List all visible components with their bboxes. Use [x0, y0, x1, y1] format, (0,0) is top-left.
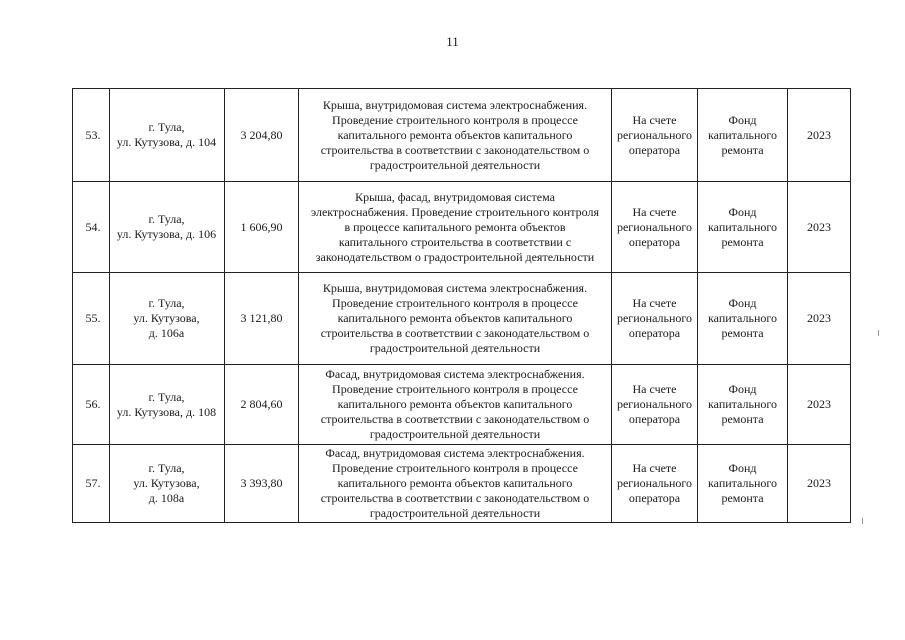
method-line: оператора	[628, 234, 681, 249]
funding-source-cell	[698, 445, 788, 523]
work-line: капитального ремонта объектов капитального	[337, 476, 573, 490]
funding-method-cell	[612, 182, 698, 273]
method-line: регионального	[616, 127, 693, 142]
row-number: 57.	[73, 445, 110, 523]
source-line: капитального	[708, 476, 777, 490]
work-description-cell	[299, 365, 612, 445]
work-line: градостроительной деятельности	[369, 341, 541, 355]
work-line: капитального строительства в соответствии с	[338, 234, 572, 249]
work-line: строительства в соответствии с законодательством о	[320, 412, 590, 426]
repair-program-table	[72, 88, 851, 523]
work-line: градостроительной деятельности	[369, 157, 541, 172]
source-line: капитального	[708, 397, 777, 411]
work-line: капитального ремонта объектов капитального	[337, 127, 573, 142]
work-line: в процессе капитального ремонта объектов	[344, 219, 566, 234]
source-line: капитального	[708, 219, 777, 234]
row-number: 55.	[73, 273, 110, 365]
work-line: Фасад, внутридомовая система электроснабжения.	[325, 367, 585, 381]
source-line: капитального	[708, 127, 777, 142]
method-line: На счете	[632, 461, 677, 475]
source-line: Фонд	[728, 112, 757, 127]
row-number: 56.	[73, 365, 110, 445]
funding-method-cell	[612, 273, 698, 365]
address-line: д. 108а	[148, 491, 185, 505]
method-line: оператора	[628, 491, 681, 505]
table-row	[73, 365, 851, 445]
address-line: ул. Кутузова, д. 104	[116, 135, 217, 149]
area-cell: 3 204,80	[225, 89, 299, 182]
address-cell	[110, 445, 225, 523]
table-row	[73, 89, 851, 182]
address-cell	[110, 365, 225, 445]
table-row	[73, 445, 851, 523]
address-line: д. 106а	[148, 326, 185, 340]
scan-margin-mark	[878, 330, 879, 336]
address-line: г. Тула,	[148, 389, 185, 404]
source-line: Фонд	[728, 204, 757, 219]
work-line: Крыша, фасад, внутридомовая система	[355, 189, 555, 204]
work-description-cell	[299, 182, 612, 273]
method-line: На счете	[632, 204, 677, 219]
row-number: 54.	[73, 182, 110, 273]
address-line: г. Тула,	[148, 461, 185, 475]
source-line: ремонта	[721, 234, 764, 249]
address-line: ул. Кутузова, д. 108	[116, 404, 217, 419]
method-line: оператора	[628, 142, 681, 157]
work-line: электроснабжения. Проведение строительного контроля	[311, 204, 599, 219]
address-line: ул. Кутузова, д. 106	[116, 227, 217, 241]
funding-source-cell	[698, 365, 788, 445]
row-number: 53.	[73, 89, 110, 182]
method-line: регионального	[616, 397, 693, 411]
work-line: капитального ремонта объектов капитального	[337, 397, 573, 411]
funding-source-cell	[698, 182, 788, 273]
address-cell	[110, 182, 225, 273]
year-cell: 2023	[788, 445, 851, 523]
source-line: Фонд	[728, 296, 757, 310]
source-line: ремонта	[721, 142, 764, 157]
year-cell: 2023	[788, 273, 851, 365]
address-line: ул. Кутузова,	[133, 311, 200, 325]
source-line: ремонта	[721, 412, 764, 426]
work-line: законодательством о градостроительной деятельности	[315, 249, 595, 264]
area-cell: 2 804,60	[225, 365, 299, 445]
area-cell: 3 393,80	[225, 445, 299, 523]
address-cell	[110, 273, 225, 365]
method-line: На счете	[632, 112, 677, 127]
funding-method-cell	[612, 445, 698, 523]
method-line: регионального	[616, 219, 693, 234]
table-row	[73, 182, 851, 273]
funding-method-cell	[612, 365, 698, 445]
method-line: регионального	[616, 311, 693, 325]
work-line: строительства в соответствии с законодательством о	[320, 142, 590, 157]
area-cell: 1 606,90	[225, 182, 299, 273]
source-line: ремонта	[721, 491, 764, 505]
table-row	[73, 273, 851, 365]
address-line: г. Тула,	[148, 212, 185, 226]
work-line: строительства в соответствии с законодательством о	[320, 326, 590, 340]
work-line: градостроительной деятельности	[369, 506, 541, 520]
method-line: оператора	[628, 326, 681, 340]
work-description-cell	[299, 445, 612, 523]
source-line: капитального	[708, 311, 777, 325]
work-line: Проведение строительного контроля в процессе	[332, 296, 578, 310]
work-line: Проведение строительного контроля в процессе	[332, 382, 578, 396]
source-line: ремонта	[721, 326, 764, 340]
work-line: капитального ремонта объектов капитального	[337, 311, 573, 325]
method-line: На счете	[632, 382, 677, 396]
year-cell: 2023	[788, 182, 851, 273]
source-line: Фонд	[728, 461, 757, 475]
source-line: Фонд	[728, 382, 757, 396]
work-line: Фасад, внутридомовая система электроснабжения.	[325, 446, 585, 460]
work-description-cell	[299, 89, 612, 182]
work-line: Проведение строительного контроля в процессе	[332, 112, 578, 127]
method-line: На счете	[632, 296, 677, 310]
year-cell: 2023	[788, 89, 851, 182]
work-line: Проведение строительного контроля в процессе	[332, 461, 578, 475]
funding-method-cell	[612, 89, 698, 182]
method-line: оператора	[628, 412, 681, 426]
funding-source-cell	[698, 273, 788, 365]
work-line: Крыша, внутридомовая система электроснабжения.	[322, 281, 588, 295]
address-line: г. Тула,	[148, 120, 185, 134]
method-line: регионального	[616, 476, 693, 490]
work-description-cell	[299, 273, 612, 365]
address-cell	[110, 89, 225, 182]
area-cell: 3 121,80	[225, 273, 299, 365]
work-line: градостроительной деятельности	[369, 427, 541, 441]
funding-source-cell	[698, 89, 788, 182]
year-cell: 2023	[788, 365, 851, 445]
address-line: ул. Кутузова,	[133, 476, 200, 490]
work-line: Крыша, внутридомовая система электроснабжения.	[322, 97, 588, 112]
address-line: г. Тула,	[148, 296, 185, 310]
page-number: 11	[446, 34, 459, 49]
scan-margin-mark	[862, 518, 863, 524]
work-line: строительства в соответствии с законодательством о	[320, 491, 590, 505]
